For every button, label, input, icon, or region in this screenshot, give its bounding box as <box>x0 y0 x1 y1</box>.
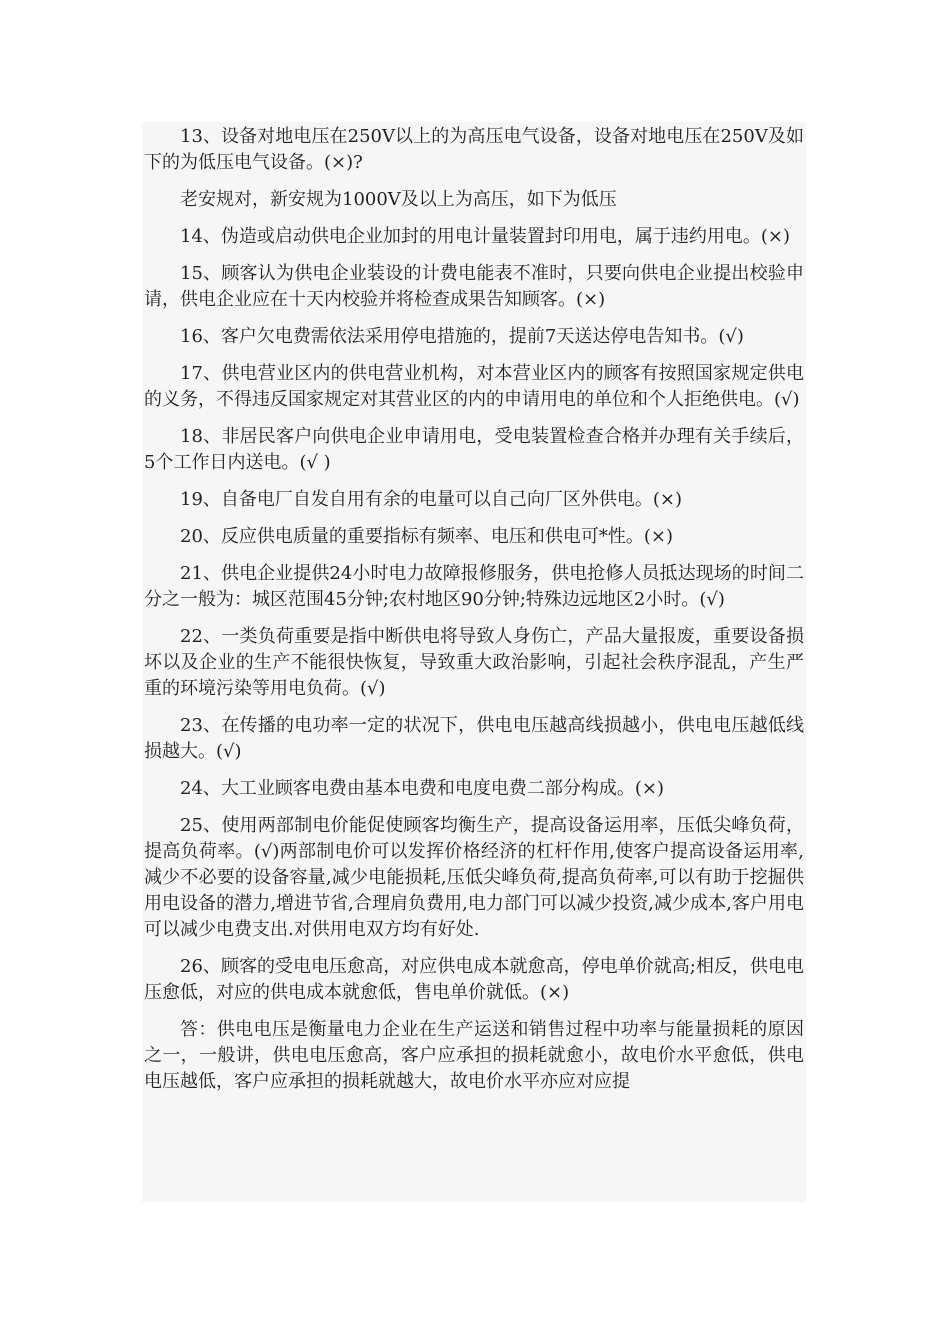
paragraph-q21: 21、供电企业提供24小时电力故障报修服务，供电抢修人员抵达现场的时间二分之一般为：城区范围45分钟;农村地区90分钟;特殊边远地区2小时。(√) <box>144 563 804 610</box>
paragraph-q20: 20、反应供电质量的重要指标有频率、电压和供电可*性。(×) <box>180 526 674 547</box>
paragraph-q19: 19、自备电厂自发自用有余的电量可以自己向厂区外供电。(×) <box>180 489 683 510</box>
paragraph-q25: 25、使用两部制电价能促使顾客均衡生产，提高设备运用率，压低尖峰负荷，提高负荷率。(√)两部制电价可以发挥价格经济的杠杆作用,使客户提高设备运用率,减少不必要的设备容量,减少电能损耗,压低尖峰负荷,提高负荷率,可以有助于挖掘供用电设备的潜力,增进节省,合理肩负费用,电力部门可以减少投资,减少成本,客户用电可以减少电费支出.对供用电双方均有好处. <box>144 815 804 940</box>
paragraph-q13: 13、设备对地电压在250V以上的为高压电气设备，设备对地电压在250V及如下的为低压电气设备。(×)? <box>144 126 804 173</box>
paragraph-q14: 14、伪造或启动供电企业加封的用电计量装置封印用电，属于违约用电。(×) <box>180 226 791 247</box>
paragraph-q18: 18、非居民客户向供电企业申请用电，受电装置检查合格并办理有关手续后，5个工作日内送电。(√ ) <box>144 426 804 473</box>
paragraph-answer-q26: 答：供电电压是衡量电力企业在生产运送和销售过程中功率与能量损耗的原因之一，一般讲，供电电压愈高，客户应承担的损耗就愈小，故电价水平愈低，供电电压越低，客户应承担的损耗就越大，故电价水平亦应对应提 <box>144 1019 804 1092</box>
paragraph-q23: 23、在传播的电功率一定的状况下，供电电压越高线损越小，供电电压越低线损越大。(√) <box>144 715 804 762</box>
paragraph-q16: 16、客户欠电费需依法采用停电措施的，提前7天送达停电告知书。(√) <box>180 326 744 347</box>
paragraph-q22: 22、一类负荷重要是指中断供电将导致人身伤亡，产品大量报废，重要设备损坏以及企业的生产不能很快恢复，导致重大政治影响，引起社会秩序混乱，产生严重的环境污染等用电负荷。(√) <box>144 626 804 699</box>
paragraph-q26: 26、顾客的受电电压愈高，对应供电成本就愈高，停电单价就高;相反，供电电压愈低，对应的供电成本就愈低，售电单价就低。(×) <box>144 956 804 1003</box>
paragraph-q15: 15、顾客认为供电企业装设的计费电能表不准时，只要向供电企业提出校验申请，供电企业应在十天内校验并将检查成果告知顾客。(×) <box>144 263 804 310</box>
paragraph-q17: 17、供电营业区内的供电营业机构，对本营业区内的顾客有按照国家规定供电的义务，不得违反国家规定对其营业区的内的申请用电的单位和个人拒绝供电。(√) <box>144 363 804 410</box>
paragraph-note-q13: 老安规对，新安规为1000V及以上为高压，如下为低压 <box>180 189 617 210</box>
document-body <box>142 122 806 1202</box>
paragraph-q24: 24、大工业顾客电费由基本电费和电度电费二部分构成。(×) <box>180 778 665 799</box>
